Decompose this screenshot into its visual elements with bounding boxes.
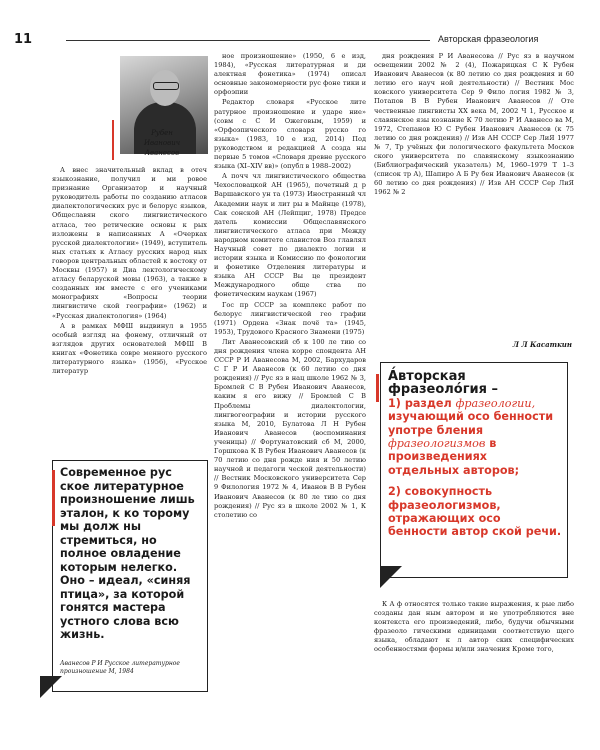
definition-tail (380, 566, 402, 588)
paragraph: А в рамках МФШ выдвинул в 1955 особый взгляд на фонему, отличный от взглядов других основателей МФШ В книгах «Фонетика совре менного русского литературного языка» (1956), «Русское литератур (52, 321, 207, 376)
definition-term: А́вторская фразеоло́гия – (388, 369, 499, 398)
definition-item-1: 1) раздел фразеологии, изучающий осо бенности употре бления фразеологизмов в произведениях отдельных авторов; (388, 396, 554, 477)
accent-bar (52, 470, 55, 526)
column-3 (374, 52, 574, 199)
column-2 (214, 52, 366, 521)
accent-bar (376, 374, 379, 402)
page-header (0, 0, 600, 52)
header-rule (66, 40, 430, 41)
photo-caption: Рубен Иванович Аванесов (143, 129, 181, 157)
definition (388, 370, 562, 539)
pull-quote: Современное рус ское литературное произношение лишь эталон, к ко торому мы долж ны стремиться, но полное овладение которым нелегко. Оно – идеал, «синяя птица», за которой гонятся мастера устного слова всю жизнь. (60, 466, 195, 641)
paragraph: дня рождения Р И Аванесова // Рус яз в научном освещении 2002 № 2 (4), Пожарицкая С К Рубен Иванович Аванесов (к 80 летию со дня рождения и 60 летию его науч ной деятельности) // Вестник Мос ковского университета Сер 9 Фило логия 1982 № 3, Потапов В В Рубен Иванович Аванесов // Оте чественные лингвисты XX века М, 2002 Ч 1, Русское и славянское язы кознание К 70 летию Р И Аванесо ва М, 1972, Степанов Ю С Рубен Иванович Аванесов (к 75 летию со дня рождения) // Изв АН СССР Сер ЛиЯ 1977 № 7, Тр учёных фи лологического факультета Москов ского университета по славянскому языкознанию (Библиографический указатель) М, 1960–1979 Т 1–3 (список тр А), Шапиро А Б Ру бен Иванович Аванесов (к 60 летию со дня рождения) // Изв АН СССР Сер ЛиЯ 1962 № 2 (374, 52, 574, 197)
quote-source: Аванесов Р И Русское литературное произношение М, 1984 (60, 660, 180, 675)
paragraph: ное произношение» (1950, 6 е изд, 1984), «Русская литературная и ди алектная фонетика» (1974) описал основные закономерности рус фоне тики и орфоэпии (214, 52, 366, 97)
paragraph: К А ф относятся только такие выражения, к рые либо созданы дан ным автором и не употребляются вне контекста его произведений, либо, будучи обычными фразеоло гическими единицами соответствую щего языка, обладают к л автор ских специфических особенностями формы и/или значения Кроме того, (374, 600, 574, 654)
accent-bar (112, 120, 114, 160)
running-title: Авторская фразеология (438, 34, 539, 44)
paragraph: Редактор словаря «Русское лите ратурное произношение и ударе ние» (совм с С И Ожеговым, 1959) и «Орфоэпического словаря русско го языка» (1983, 10 е изд, 2014) Под руководством и редакцией А созда ны первые 5 томов «Словаря древне русского языка (XI–XIV вв)» (опубл в 1988–2002) (214, 98, 366, 171)
definition-item-2: 2) совокупность фразеологизмов, отражающих осо бенности автор ской речи. (388, 485, 562, 539)
column-1 (52, 166, 207, 377)
paragraph: Гос пр СССР за комплекс работ по белорус лингвистической гео графии (1971) Ордена «Знак почё та» (1945, 1953), Трудового Красного Знамени (1975) (214, 300, 366, 336)
page-number: 11 (14, 32, 33, 47)
paragraph: А почч чл лингвистического общества Чехословацкой АН (1965), почетный д р Варшавского ун та (1973) Иностранный чл Академии наук и лит ры в Майнце (1978), Сак сонской АН (Лейпциг, 1978) Предсе датель комиссии Общеславянского лингвистического атласа при Между народном комитете славистов Воз главлял Научный совет по диалекто логии и истории языка и Комиссию по фонологии и фонетике Отделения литературы и языка АН СССР Вы це президент Международного обще ства по фонетическим наукам (1967) (214, 172, 366, 299)
paragraph: Лит Аванесовский сб к 100 ле тию со дня рождения члена корре спондента АН СССР Р И Аванесова М, 2002, Бархударов С Г Р И Аванесов (к 60 летию со дня рождения) // Рус яз в нац школе 1962 № 3, Бромлей С В Рубен Иванович Аванесов, каким я его вижу // Бромлей С В Проблемы диалектологии, лингвогеографии и истории русского языка М, 2010, Булатова Л Н Рубен Иванович Аванесов (воспоминания ученицы) // Фортунатовский сб М, 2000, Горшкова К В Рубен Иванович Аванесов (к 70 летию со дня рожде ния и 50 летию научной и педагоги ческой деятельности) // Вестник Московского университета Сер 9 Филология 1972 № 4, Иванов В В Рубен Иванович Аванесов (к 80 ле тию со дня рождения) // Рус яз в школе 2002 № 1, К столетию со (214, 337, 366, 519)
column-3-continued (374, 600, 574, 656)
quote-tail (40, 676, 62, 698)
paragraph: А внес значительный вклад в отеч языкознание, получил и ми ровое признание Организатор и научный руководитель работы по созданию атласов диалектологических рус и белорус языков, Общеславян ского лингвистического атласа, тео ретические основы к рых изложены в написанных А «Очерках русской диалектологии» (1949), вступитель ных статьях к Атласу русских народ ных говоров центральных областей к востоку от Москвы (1957) и Диа лектологическому атласу беларуской мовы (1963), а также в созданных им вместе с его учениками монографиях «Вопросы теории лингвистиче ской географии» (1962) и «Русская диалектология» (1964) (52, 166, 207, 320)
author-signature: Л Л Касаткин (512, 340, 572, 349)
